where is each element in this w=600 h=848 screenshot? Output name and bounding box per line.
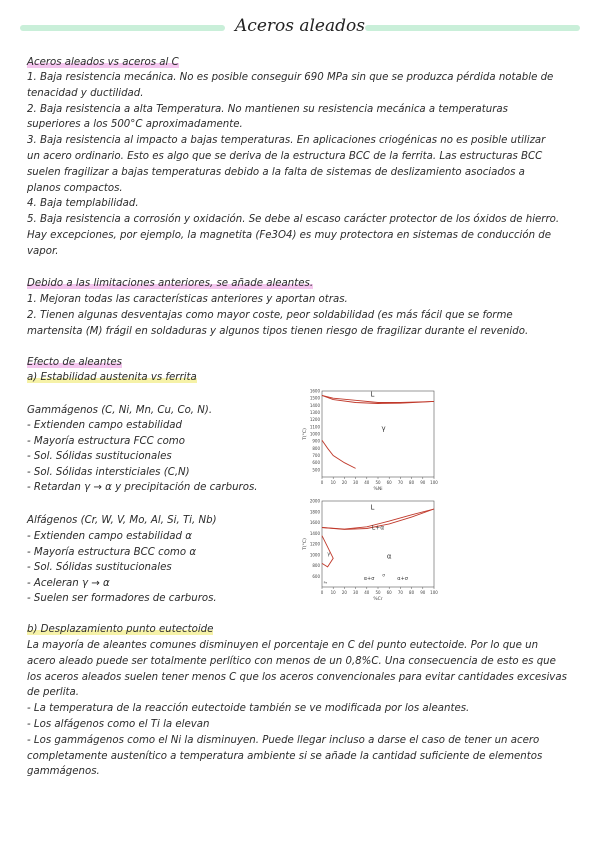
text-line: 1. Baja resistencia mecánica. No es posible conseguir 690 MPa sin que se produzca pérdida notable de [27,72,554,83]
x-tick-label: 90 [420,480,426,485]
phase-label: α [386,552,392,561]
text-line: - La temperatura de la reacción eutectoide también se ve modificada por los aleantes. [27,703,470,715]
section3-subheading: a) Estabilidad austenita vs ferrita [27,372,197,383]
x-tick-label: 60 [386,590,392,595]
phase-label: L [370,390,375,399]
x-tick-label: 0 [320,590,324,595]
text-line: los aceros aleados suelen tener menos C que los aceros convencionales para evitar cantidades excesivas [27,671,567,683]
y-tick-label: 1100 [309,424,320,430]
text-line: planos compactos. [27,182,123,194]
text-line: La mayoría de aleantes comunes disminuyen el porcentaje en C del punto eutectoide. Por lo que un [27,640,539,651]
y-tick-label: 800 [312,445,320,451]
y-tick-label: 1600 [309,520,320,525]
y-tick-label: 1200 [309,417,320,423]
phase-label: L+α [371,524,385,532]
phase-label: L [370,503,375,512]
text-line: - Sol. Sólidas intersticiales (C,N) [27,466,190,478]
x-axis-label: %Ni [373,487,383,492]
phase-label: α+σ [397,576,408,583]
x-tick-label: 70 [397,590,403,595]
text-line: - Mayoría estructura BCC como α [27,546,197,558]
y-tick-label: 700 [312,453,320,458]
x-tick-label: 100 [430,590,438,595]
text-line: - Sol. Sólidas sustitucionales [27,562,172,573]
y-tick-label: 1000 [309,431,320,437]
x-tick-label: 30 [353,590,359,595]
phase-label: Fe [323,580,328,585]
section3-heading: Efecto de aleantes [27,357,122,368]
gammagenos-heading: Gammágenos (C, Ni, Mn, Cu, Co, N). [27,405,213,416]
x-tick-label: 40 [364,480,370,485]
section2-heading: Debido a las limitaciones anteriores, se añade aleantes. [27,278,314,289]
text-line: martensita (M) frágil en soldaduras y algunos tipos tienen riesgo de fragilizar durante el revenido. [27,325,529,337]
section-heading [27,55,179,71]
x-tick-label: 80 [409,480,415,485]
x-tick-label: 50 [375,480,381,485]
section-heading [27,276,313,292]
y-tick-label: 1000 [309,552,320,558]
x-tick-label: 80 [409,590,415,595]
x-tick-label: 0 [320,480,324,485]
y-tick-label: 600 [312,573,320,579]
text-line: - Los gammágenos como el Ni la disminuyen. Puede llegar incluso a darse el caso de tener un acero [27,734,540,746]
y-tick-label: 1400 [309,402,320,408]
text-line: - Mayoría estructura FCC como [27,435,185,447]
y-axis-label: T(°C) [303,428,308,440]
y-tick-label: 2000 [309,498,320,504]
text-line: - Extienden campo estabilidad α [27,531,192,542]
x-tick-label: 10 [330,480,336,485]
y-tick-label: 1800 [309,509,320,515]
subsection-heading [27,370,197,386]
fe-cr-phase-diagram-svg [300,497,442,605]
y-tick-label: 900 [312,438,320,444]
x-tick-label: 20 [341,480,347,485]
text-line: 4. Baja templabilidad. [27,198,139,210]
text-line: vapor. [27,245,59,257]
y-axis-label: T(°C) [303,538,308,550]
x-tick-label: 20 [341,590,347,595]
x-tick-label: 30 [353,480,359,485]
text-line: acero aleado puede ser totalmente perlítico con menos de un 0,8%C. Una consecuencia de esto es que [27,655,556,667]
text-line: - Extienden campo estabilidad [27,420,183,431]
fe-ni-phase-diagram [300,387,442,495]
text-line: 3. Baja resistencia al impacto a bajas temperaturas. En aplicaciones criogénicas no es posible utilizar [27,135,546,147]
x-tick-label: 90 [420,590,426,595]
y-tick-label: 1300 [309,410,320,415]
text-line: 2. Tienen algunas desventajas como mayor coste, peor soldabilidad (es más fácil que se forme [27,309,513,321]
phase-label: γ [381,424,386,433]
text-line: - Retardan γ → α y precipitación de carburos. [27,482,258,493]
text-line: - Sol. Sólidas sustitucionales [27,451,172,462]
text-line: gammágenos. [27,766,100,778]
x-tick-label: 40 [364,590,370,595]
x-tick-label: 10 [330,590,336,595]
text-line: 2. Baja resistencia a alta Temperatura. No mantienen su resistencia mecánica a temperaturas [27,103,508,115]
text-line: de perlita. [27,687,80,699]
section-heading [27,622,213,638]
text-line: - Suelen ser formadores de carburos. [27,593,217,604]
text-line: suelen fragilizar a bajas temperaturas debido a la falta de sistemas de deslizamiento asociados a [27,166,525,178]
x-tick-label: 60 [386,480,392,485]
text-line: 1. Mejoran todas las características anteriores y aportan otras. [27,294,348,305]
phase-label: α+σ [363,576,375,583]
fe-ni-phase-diagram-svg [300,387,442,495]
text-line: un acero ordinario. Esto es algo que se deriva de la estructura BCC de la ferrita. Las estructuras BCC [27,151,543,162]
x-axis-label: %Cr [373,597,383,602]
text-line: Hay excepciones, por ejemplo, la magnetita (Fe3O4) es muy protectora en sistemas de conducción de [27,230,552,241]
section-heading [27,355,122,371]
y-tick-label: 800 [312,563,320,568]
text-line: 5. Baja resistencia a corrosión y oxidación. Se debe al escaso carácter protector de los óxidos de hierro. [27,214,560,226]
alfagenos-heading: Alfágenos (Cr, W, V, Mo, Al, Si, Ti, Nb) [27,515,217,526]
fe-cr-phase-diagram [300,497,442,605]
text-line: tenacidad y ductilidad. [27,87,144,99]
section4-heading: b) Desplazamiento punto eutectoide [27,624,214,635]
y-tick-label: 1500 [309,395,320,401]
y-tick-label: 1400 [309,530,320,536]
section1-heading: Aceros aleados vs aceros al C [27,57,179,68]
y-tick-label: 600 [312,460,320,466]
x-tick-label: 100 [430,480,438,485]
y-tick-label: 1200 [309,541,320,547]
phase-label: γ [327,551,331,558]
text-line: - Aceleran γ → α [27,577,110,589]
text-line: - Los alfágenos como el Ti la elevan [27,719,210,730]
phase-label: σ [382,572,385,578]
text-line: completamente austenítico a temperatura ambiente si se añade la cantidad suficiente de elementos [27,750,543,762]
page-title: Aceros aleados [235,16,365,36]
y-tick-label: 1600 [309,388,320,394]
x-tick-label: 50 [375,590,381,595]
plot-frame [322,501,434,587]
y-tick-label: 500 [312,467,320,473]
text-line: superiores a los 500°C aproximadamente. [27,119,243,131]
x-tick-label: 70 [397,480,403,485]
